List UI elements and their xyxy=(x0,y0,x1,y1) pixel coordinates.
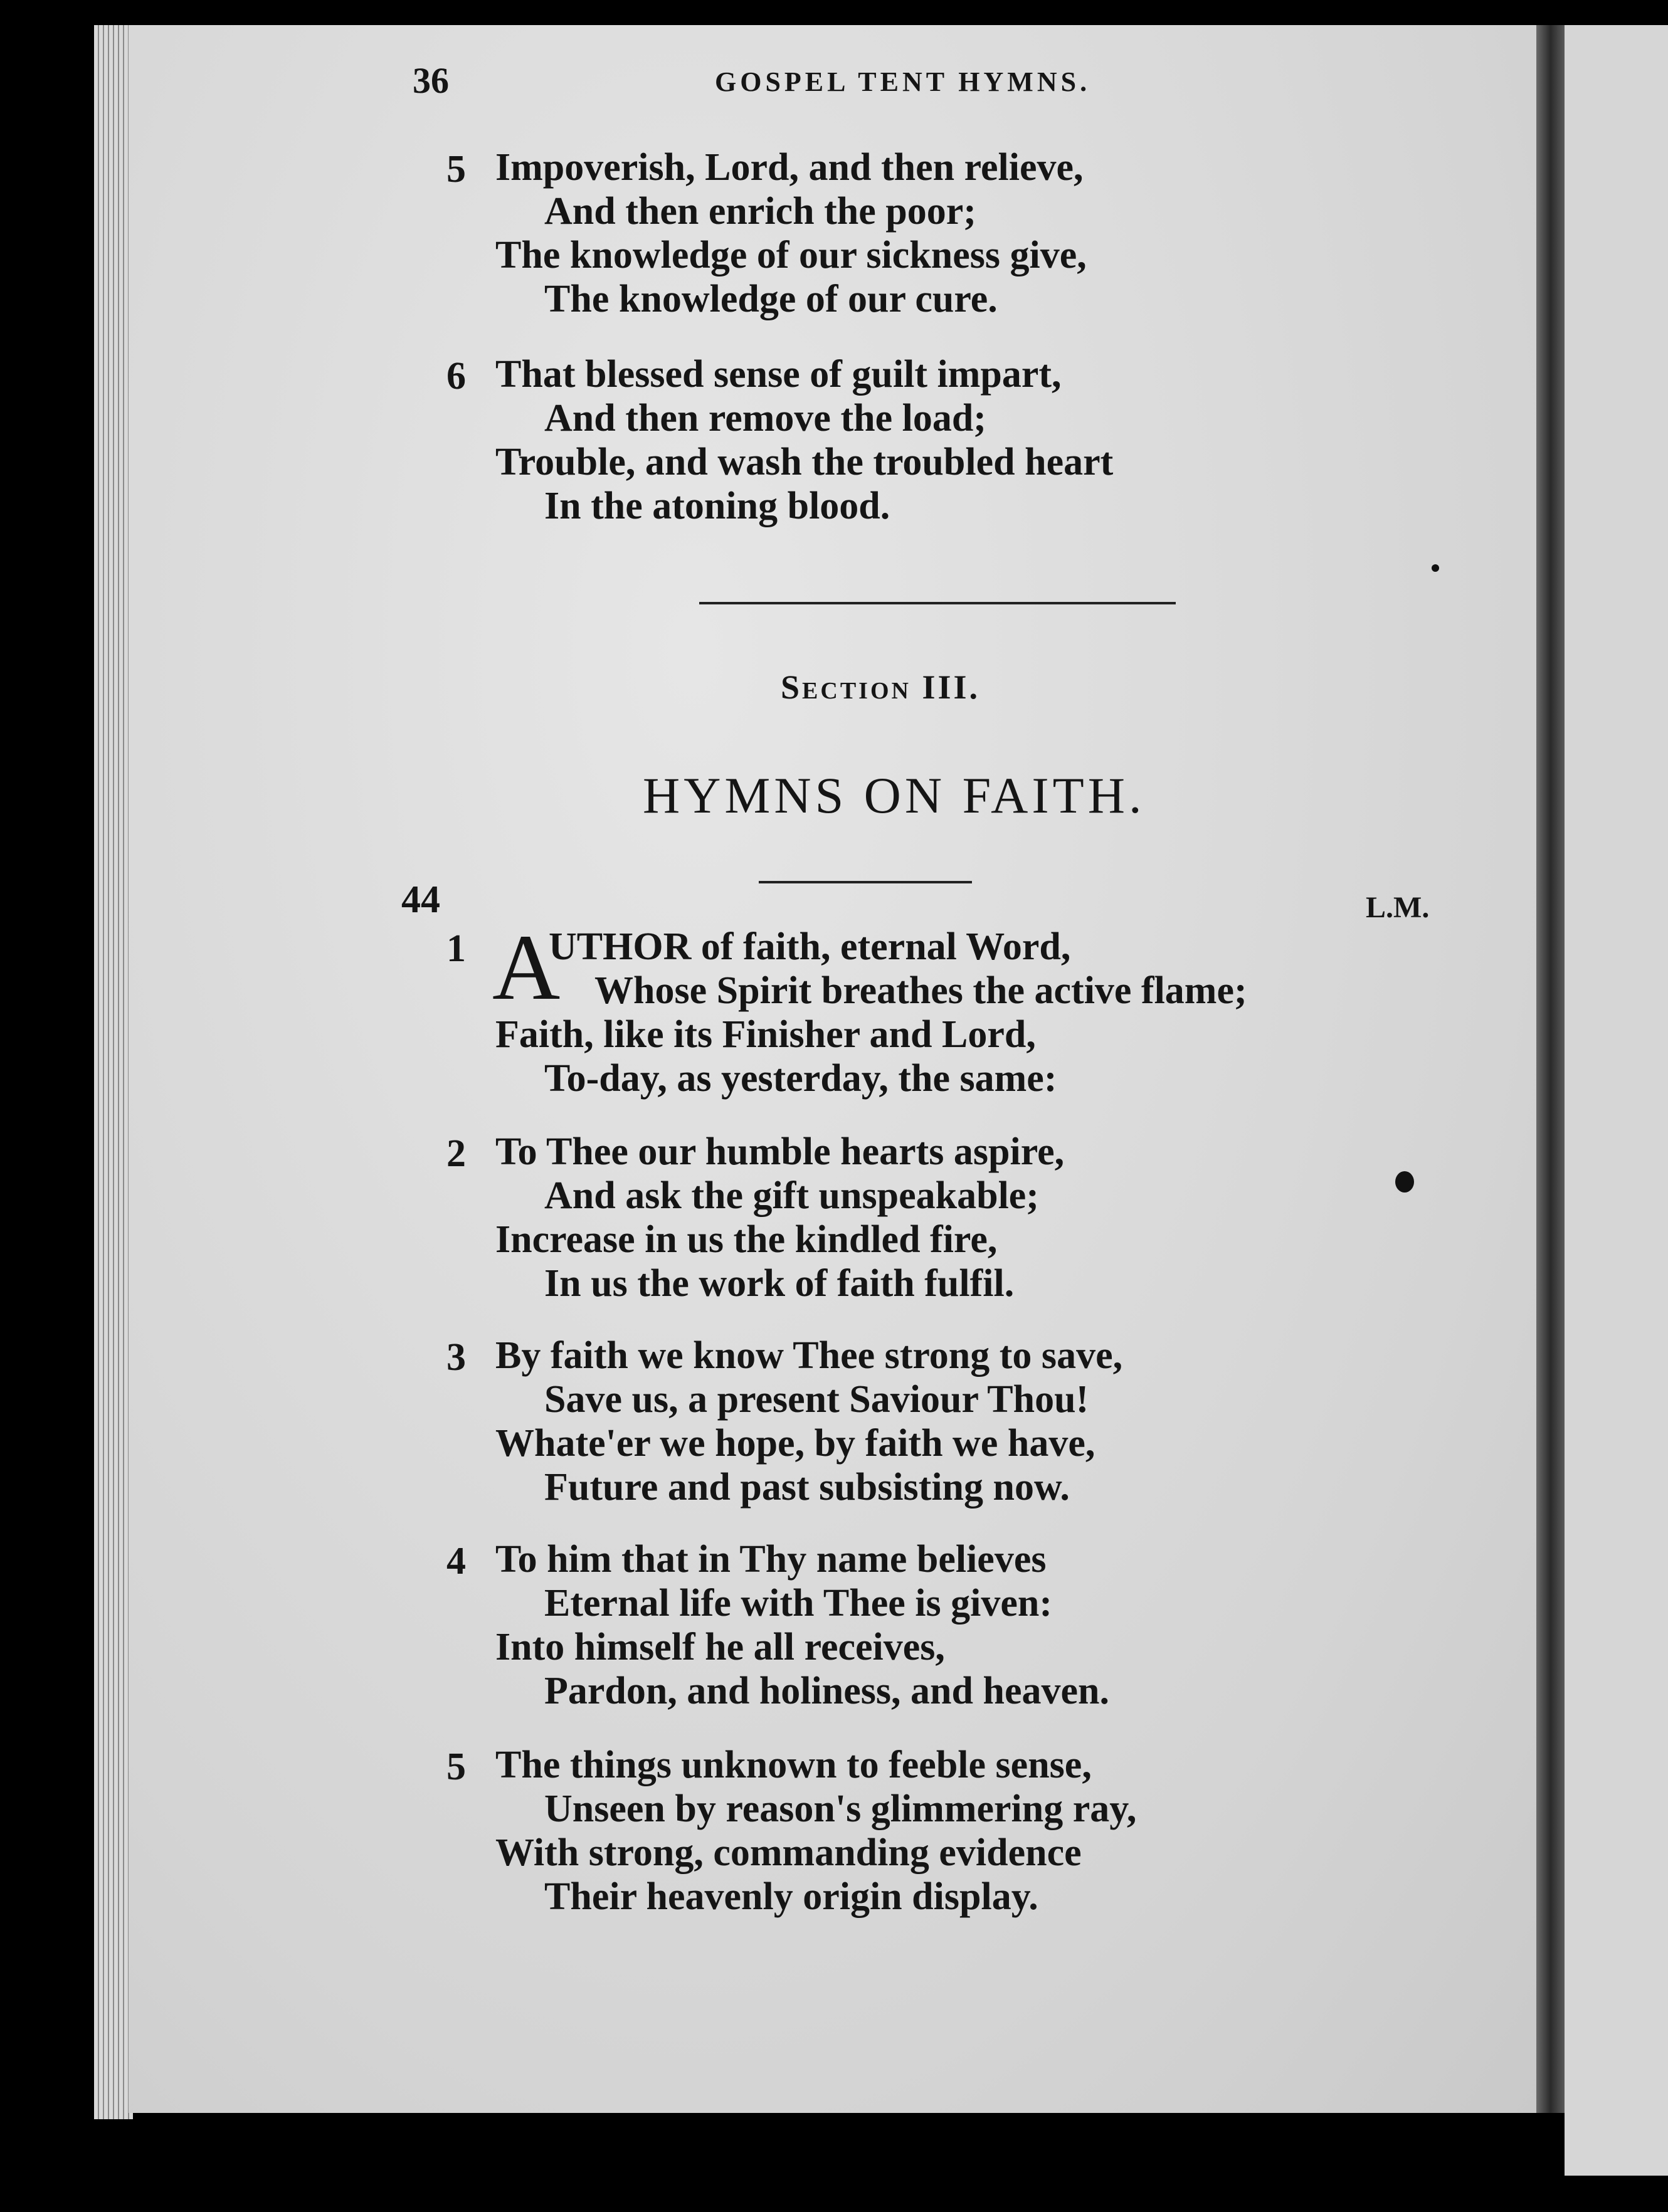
verse-line: Future and past subsisting now. xyxy=(544,1466,1070,1509)
divider-rule xyxy=(699,602,1176,604)
verse-line: And ask the gift unspeakable; xyxy=(544,1174,1039,1217)
stanza-number: 1 xyxy=(446,927,466,970)
section-title: HYMNS ON FAITH. xyxy=(643,767,1146,824)
ink-speck xyxy=(1432,564,1439,572)
facing-page-edge xyxy=(1565,25,1668,2176)
verse-line: UTHOR of faith, eternal Word, xyxy=(549,925,1071,968)
stanza-number: 5 xyxy=(446,148,466,191)
verse-line: That blessed sense of guilt impart, xyxy=(495,353,1062,396)
verse-line: Whose Spirit breathes the active flame; xyxy=(594,969,1247,1012)
book-gutter xyxy=(1536,25,1565,2113)
verse-line: And then enrich the poor; xyxy=(544,190,976,233)
stanza-number: 6 xyxy=(446,355,466,398)
verse-line: To him that in Thy name believes xyxy=(495,1538,1047,1581)
verse-line: Trouble, and wash the troubled heart xyxy=(495,441,1114,483)
verse-line: And then remove the load; xyxy=(544,397,986,440)
section-label: Section III. xyxy=(781,668,980,706)
page-stack-edge xyxy=(94,25,133,2119)
verse-line: The knowledge of our cure. xyxy=(544,278,998,320)
stanza-number: 3 xyxy=(446,1336,466,1379)
running-title: GOSPEL TENT HYMNS. xyxy=(715,66,1091,97)
stanza-number: 5 xyxy=(446,1746,466,1788)
verse-line: The things unknown to feeble sense, xyxy=(495,1744,1092,1786)
hymn-number: 44 xyxy=(401,878,440,921)
verse-line: Pardon, and holiness, and heaven. xyxy=(544,1670,1109,1712)
divider-rule-short xyxy=(759,881,972,883)
stanza-number: 2 xyxy=(446,1132,466,1175)
stanza-number: 4 xyxy=(446,1540,466,1583)
verse-line: By faith we know Thee strong to save, xyxy=(495,1334,1123,1377)
ink-blot xyxy=(1395,1171,1414,1193)
verse-line: Save us, a present Saviour Thou! xyxy=(544,1378,1089,1421)
verse-line: Eternal life with Thee is given: xyxy=(544,1582,1052,1625)
verse-line: To-day, as yesterday, the same: xyxy=(544,1057,1057,1100)
verse-line: In the atoning blood. xyxy=(544,485,890,527)
page-number: 36 xyxy=(413,60,449,101)
verse-line: Faith, like its Finisher and Lord, xyxy=(495,1013,1036,1056)
drop-cap-letter: A xyxy=(492,915,561,1019)
verse-line: Impoverish, Lord, and then relieve, xyxy=(495,146,1084,189)
verse-line: Increase in us the kindled fire, xyxy=(495,1218,998,1261)
verse-line: The knowledge of our sickness give, xyxy=(495,234,1087,276)
verse-line: Into himself he all receives, xyxy=(495,1626,945,1668)
verse-line: With strong, commanding evidence xyxy=(495,1831,1082,1874)
verse-line: In us the work of faith fulfil. xyxy=(544,1262,1015,1305)
verse-line: Whate'er we hope, by faith we have, xyxy=(495,1422,1095,1465)
verse-line: Their heavenly origin display. xyxy=(544,1875,1038,1918)
verse-line: To Thee our humble hearts aspire, xyxy=(495,1130,1065,1173)
hymn-meter: L.M. xyxy=(1366,891,1430,924)
verse-line: Unseen by reason's glimmering ray, xyxy=(544,1788,1137,1830)
